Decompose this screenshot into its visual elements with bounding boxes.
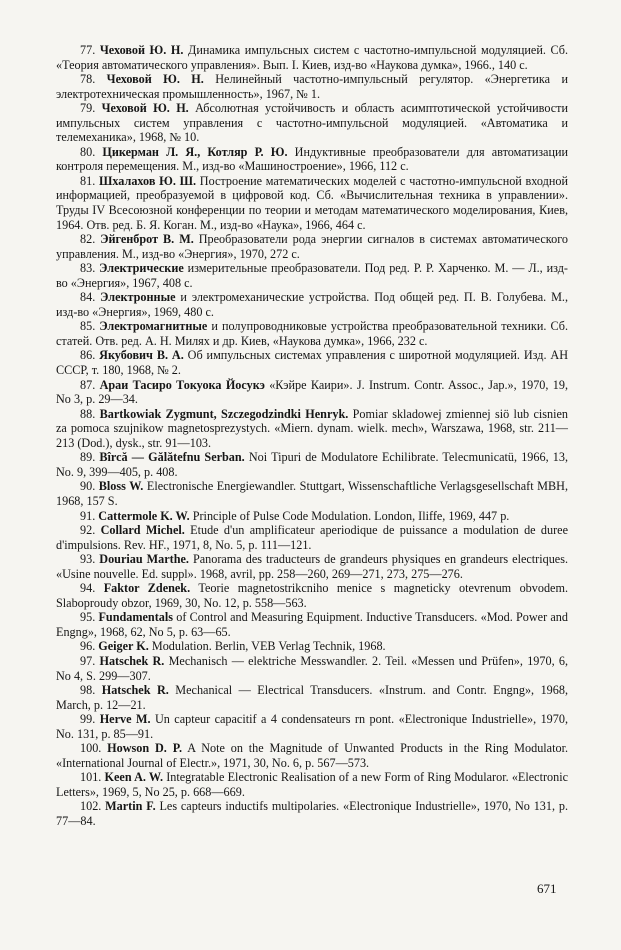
reference-author: Cattermole K. W. bbox=[98, 508, 190, 523]
reference-text: Pomiar skladowej zmiennej siö lub cisnien za pomoca szujnikow magnetosprezystych. «Miern. dynam. wielk. mech», Warszawa, 1968, str. 211—213 (Dod.), dysk., str. 91—103. bbox=[56, 406, 569, 450]
reference-number: 97. bbox=[80, 653, 96, 668]
reference-author: Шхалахов Ю. Ш. bbox=[98, 173, 197, 188]
reference-number: 94. bbox=[80, 581, 96, 596]
reference-entry bbox=[56, 509, 568, 524]
reference-entry bbox=[56, 741, 568, 770]
reference-author: Bîrcă — Gălătefnu Serban. bbox=[99, 450, 245, 465]
reference-author: Martin F. bbox=[105, 799, 156, 814]
reference-author: Keen A. W. bbox=[104, 770, 164, 785]
reference-text: Principle of Pulse Code Modulation. London, Iliffe, 1969, 447 p. bbox=[189, 508, 510, 523]
reference-number: 101. bbox=[80, 770, 102, 785]
reference-entry bbox=[56, 261, 568, 290]
reference-text: of Control and Measuring Equipment. Inductive Transducers. «Mod. Power and Engng», 1968, 62, No 5, p. 63—65. bbox=[56, 610, 568, 639]
reference-text: Нелинейный частотно-импульсный регулятор. «Энергетика и электротехническая промышленность», 1967, № 1. bbox=[56, 72, 568, 101]
reference-text: Преобразователи рода энергии сигналов в системах автоматического управления. М., изд-во «Энергия», 1970, 272 с. bbox=[56, 232, 568, 261]
reference-entry bbox=[56, 290, 568, 319]
reference-author: Чеховой Ю. Н. bbox=[106, 72, 204, 87]
reference-text: измерительные преобразователи. Под ред. Р. Р. Харченко. М. — Л., изд-во «Энергия», 1967, 408 с. bbox=[56, 261, 568, 290]
reference-text: Integratable Electronic Realisation of a new Form of Ring Modularor. «Electronic Letters», 1969, 5, No 25, p. 668—669. bbox=[56, 770, 569, 799]
reference-entry bbox=[56, 479, 568, 508]
reference-entry bbox=[56, 770, 568, 799]
reference-entry bbox=[56, 145, 568, 174]
reference-text: Mechanical — Electrical Transducers. «Instrum. and Contr. Engng», 1968, March, p. 12—21. bbox=[56, 683, 568, 712]
reference-number: 83. bbox=[80, 261, 96, 276]
reference-author: Faktor Zdenek. bbox=[103, 581, 191, 596]
reference-text: и полупроводниковые устройства преобразовательной техники. Сб. статей. Отв. ред. А. Н. Милях и др. Киев, «Наукова думка», 1966, 232 с. bbox=[56, 319, 568, 348]
reference-number: 87. bbox=[80, 377, 96, 392]
reference-author: Fundamentals bbox=[98, 610, 173, 625]
reference-entry bbox=[56, 639, 568, 654]
page-number: 671 bbox=[537, 881, 557, 896]
reference-entry bbox=[56, 654, 568, 683]
reference-number: 79. bbox=[80, 101, 96, 116]
reference-number: 80. bbox=[80, 144, 96, 159]
reference-entry bbox=[56, 72, 568, 101]
reference-author: Араи Тасиро Токуока Йосукэ bbox=[99, 377, 265, 392]
reference-number: 81. bbox=[80, 173, 96, 188]
reference-entry bbox=[56, 378, 568, 407]
reference-text: Teorie magnetostrikcniho menice s magneticky otevrenum obvodem. Slaboproudy obzor, 1969, 30, No. 12, p. 558—563. bbox=[56, 581, 568, 610]
reference-number: 82. bbox=[80, 232, 96, 247]
reference-number: 90. bbox=[80, 479, 96, 494]
reference-text: Mechanisch — elektriche Messwandler. 2. Teil. «Messen und Prüfen», 1970, 6, No 4, S. 299—307. bbox=[56, 653, 568, 683]
reference-number: 84. bbox=[80, 290, 96, 305]
reference-number: 88. bbox=[80, 406, 96, 421]
reference-number: 92. bbox=[80, 523, 96, 538]
reference-author: Geiger K. bbox=[98, 639, 149, 654]
reference-entry bbox=[56, 348, 568, 377]
reference-number: 78. bbox=[80, 72, 96, 87]
reference-author: Эйгенброт В. М. bbox=[100, 232, 194, 247]
reference-number: 96. bbox=[80, 639, 96, 654]
reference-entry bbox=[56, 712, 568, 741]
reference-author: Bartkowiak Zygmunt, Szczegodzindki Henryk. bbox=[99, 406, 349, 421]
reference-text: Etude d'un amplificateur aperiodique de puissance a modulation de duree d'impulsions. Rev. HF., 1971, 8, No. 5, p. 111—121. bbox=[56, 523, 568, 552]
reference-text: Динамика импульсных систем с частотно-импульсной модуляцией. Сб. «Теория автоматического управления». Вып. I. Киев, изд-во «Наукова думка», 1966., 140 с. bbox=[56, 43, 569, 72]
reference-author: Якубович В. А. bbox=[99, 348, 184, 363]
reference-text: и электромеханические устройства. Под общей ред. П. В. Голубева. М., изд-во «Энергия», 1969, 480 с. bbox=[56, 290, 568, 319]
reference-entry bbox=[56, 174, 568, 232]
reference-number: 86. bbox=[80, 348, 96, 363]
reference-number: 102. bbox=[80, 799, 102, 814]
reference-author: Douriau Marthe. bbox=[99, 552, 189, 567]
reference-text: Les capteurs inductifs multipolaries. «Electronique Industrielle», 1970, No 131, p. 77—84. bbox=[56, 799, 569, 828]
reference-text: Panorama des traducteurs de grandeurs physiques en grandeurs electriques. «Usine nouvelle. Ed. suppl». 1968, avril, pp. 258—260, 269—271, 273, 275—276. bbox=[56, 552, 568, 581]
reference-number: 85. bbox=[80, 319, 96, 334]
reference-author: Howson D. P. bbox=[107, 741, 183, 756]
reference-text: Об импульсных системах управления с широтной модуляцией. Изд. АН СССР, т. 180, 1968, № 2. bbox=[56, 348, 569, 378]
reference-text: Индуктивные преобразователи для автоматизации контроля перемещения. М., изд-во «Машиностроение», 1966, 112 с. bbox=[56, 144, 569, 174]
reference-entry bbox=[56, 523, 568, 552]
reference-entry bbox=[56, 450, 568, 479]
reference-text: A Note on the Magnitude of Unwanted Products in the Ring Modulator. «International Journal of Electr.», 1971, 30, No. 6, p. 567—573. bbox=[56, 741, 568, 770]
reference-author: Чеховой Ю. Н. bbox=[101, 101, 189, 116]
reference-entry bbox=[56, 43, 568, 72]
reference-number: 95. bbox=[80, 610, 96, 625]
reference-entry bbox=[56, 101, 568, 145]
reference-list bbox=[56, 43, 568, 829]
reference-entry bbox=[56, 319, 568, 348]
reference-author: Collard Michel. bbox=[100, 523, 185, 538]
reference-entry bbox=[56, 552, 568, 581]
reference-entry bbox=[56, 683, 568, 712]
reference-number: 98. bbox=[80, 683, 96, 698]
reference-text: Построение математических моделей с частотно-импульсной входной информацией, преобразуемой в цифровой код. Сб. «Вычислительная техника в управлении». Труды IV Всесоюзной конференции по теории и методам математического моделирования, Киев, 1964. Отв. ред. Б. Я. Коган. М., изд-во «Наука», 1966, 464 с. bbox=[56, 173, 569, 232]
reference-author: Электронные bbox=[100, 290, 176, 305]
reference-number: 99. bbox=[80, 712, 96, 727]
reference-author: Электромагнитные bbox=[99, 319, 208, 334]
reference-number: 77. bbox=[80, 43, 96, 57]
reference-entry bbox=[56, 799, 568, 828]
reference-text: Un capteur capacitif a 4 condensateurs rn pont. «Electronique Industrielle», 1970, No. 131, p. 85—91. bbox=[56, 712, 568, 741]
reference-number: 100. bbox=[80, 741, 102, 756]
reference-entry bbox=[56, 581, 568, 610]
reference-text: Noi Tipuri de Modulatore Echilibrate. Telecmunicatü, 1966, 13, No. 9, 399—405, p. 408. bbox=[56, 450, 569, 479]
reference-author: Hatschek R. bbox=[99, 653, 165, 668]
reference-author: Чеховой Ю. Н. bbox=[99, 43, 184, 57]
reference-number: 89. bbox=[80, 450, 96, 465]
reference-author: Bloss W. bbox=[98, 479, 144, 494]
reference-entry bbox=[56, 407, 568, 451]
reference-entry bbox=[56, 232, 568, 261]
reference-text: «Кэйре Каири». J. Instrum. Contr. Assoc., Jap.», 1970, 19, No 3, p. 29—34. bbox=[56, 377, 568, 407]
reference-text: Абсолютная устойчивость и область асимптотической устойчивости импульсных систем управления с частотно-импульсной модуляцией. «Автоматика и телемеханика», 1968, № 10. bbox=[56, 101, 568, 145]
reference-text: Electronische Energiewandler. Stuttgart, Wissenschaftliche Verlagsgesellschaft MBH, 1968, 157 S. bbox=[56, 479, 568, 508]
reference-author: Hatschek R. bbox=[101, 683, 169, 698]
reference-entry bbox=[56, 610, 568, 639]
reference-number: 93. bbox=[80, 552, 96, 567]
reference-author: Цикерман Л. Я., Котляр Р. Ю. bbox=[102, 144, 288, 159]
reference-author: Электрические bbox=[99, 261, 184, 276]
reference-author: Herve M. bbox=[99, 712, 151, 727]
reference-number: 91. bbox=[80, 508, 96, 523]
reference-text: Modulation. Berlin, VEB Verlag Technik, 1968. bbox=[148, 639, 386, 654]
